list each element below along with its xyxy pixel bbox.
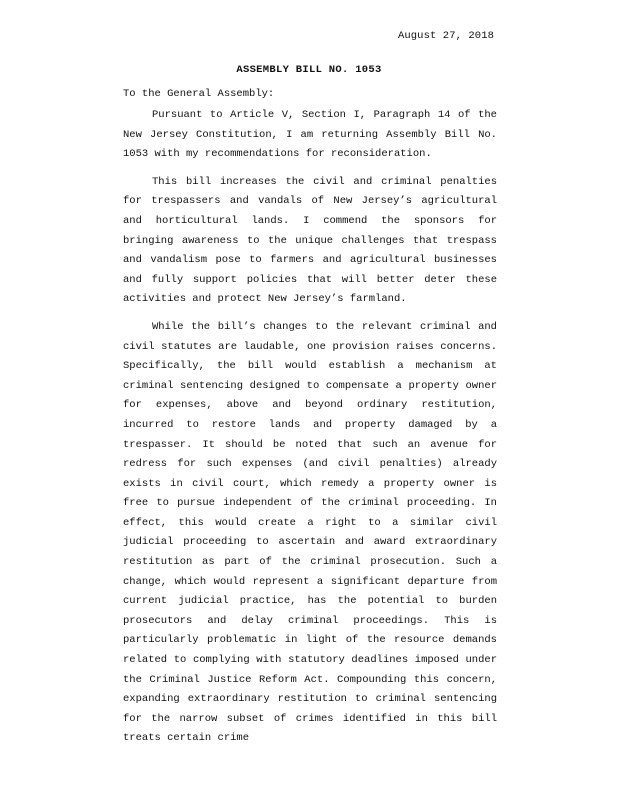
paragraph-constitutional-basis: Pursuant to Article V, Section I, Paragraph 14 of the New Jersey Constitution, I am returning Assembly Bill No. 1053 with my recommendations for reconsideration. xyxy=(123,109,497,161)
paragraph-bill-summary: This bill increases the civil and criminal penalties for trespassers and vandals of New Jersey’s agricultural and horticultural lands. I commend the sponsors for bringing awareness to the unique challenges that trespass and vandalism pose to farmers and agricultural businesses and fully support policies that will better deter these activities and protect New Jersey’s farmland. xyxy=(123,175,497,306)
salutation: To the General Assembly: xyxy=(123,88,275,100)
letter-date: August 27, 2018 xyxy=(397,30,494,42)
paragraph-concerns: While the bill’s changes to the relevant criminal and civil statutes are laudable, one provision raises concerns. Specifically, the bill would establish a mechanism at criminal sentencing designed to compensate a property owner for expenses, above and beyond ordinary restitution, incurred to restore lands and property damaged by a trespasser. It should be noted that such an avenue for redress for such expenses (and civil penalties) already exists in civil court, which remedy a property owner is free to pursue independent of the criminal proceeding. In effect, this would create a right to a similar civil judicial proceeding to ascertain and award extraordinary restitution as part of the criminal prosecution. Such a change, which would represent a significant departure from current judicial practice, has the potential to burden prosecutors and delay criminal proceedings. This is particularly problematic in light of the resource demands related to complying with statutory deadlines imposed under the Criminal Justice Reform Act. Compounding this concern, expanding extraordinary restitution to criminal sentencing for the narrow subset of crimes identified in this bill treats certain crime xyxy=(123,320,497,745)
letter-body xyxy=(123,106,497,749)
document-title: ASSEMBLY BILL NO. 1053 xyxy=(236,64,382,76)
